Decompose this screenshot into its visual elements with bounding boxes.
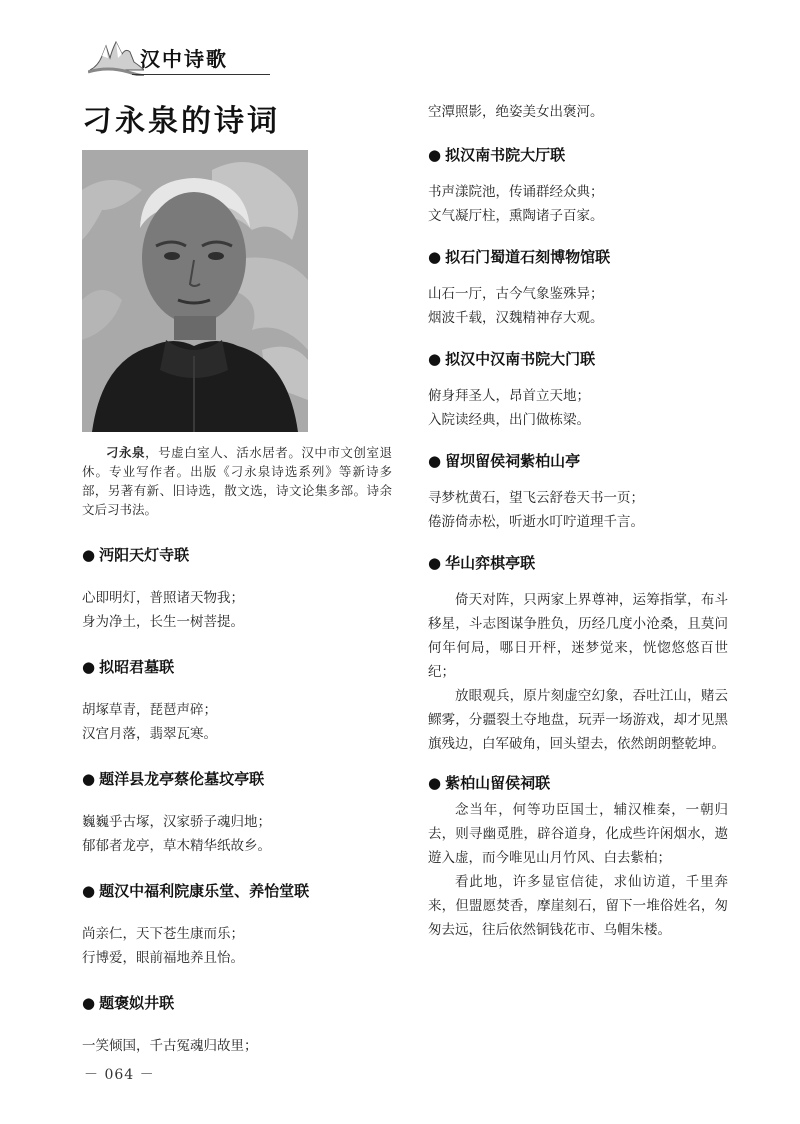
poem-section [82, 988, 402, 1058]
section-title [82, 988, 402, 1018]
couplet-line: 俯身拜圣人，昂首立天地； [428, 388, 590, 404]
couplet-line: 行博爱，眼前福地养且怡。 [82, 950, 244, 966]
poem-section [428, 344, 728, 432]
couplet-paragraph: 倚天对阵，只两家上界尊神，运筹指掌，布斗移星，斗志图谋争胜负，历经几度小沧桑，且莫问何年何局，哪日开枰，迷梦觉来，恍惚悠悠百世纪； [428, 592, 728, 680]
right-column [428, 100, 728, 942]
section-title [428, 242, 728, 272]
bullet-icon: ● [82, 994, 96, 1012]
couplet-line: 书声漾院池，传诵群经众典； [428, 184, 604, 200]
couplet-paragraph: 看此地，许多显宦信徒，求仙访道，千里奔来，但盟愿焚香，摩崖刻石，留下一堆俗姓名，匆匆去远，往后依然铜钱花市、乌帽朱楼。 [428, 874, 728, 938]
couplet-line: 入院读经典，出门做栋梁。 [428, 412, 590, 428]
bullet-icon: ● [82, 770, 96, 788]
couplet-paragraph: 念当年，何等功臣国士，辅汉椎秦，一朝归去，则寻幽觅胜，辟谷道身，化成些许闲烟水，遨遊入虚，而今唯见山月竹风、白去紫柏； [428, 802, 728, 866]
author-bio-text: ，号虚白室人、活水居者。汉中市文创室退休。专业写作者。出版《刁永泉诗选系列》等新诗多部，另著有新、旧诗选，散文选，诗文论集多部。诗余文后习书法。 [82, 445, 392, 517]
page-number: － 064 － [84, 1067, 155, 1083]
bullet-icon: ● [428, 554, 442, 572]
section-title [428, 140, 728, 170]
author-portrait [82, 150, 308, 432]
author-bio [82, 443, 392, 519]
section-title [82, 764, 402, 794]
section-title-text: 拟汉中汉南书院大门联 [445, 350, 596, 368]
couplet-line: 胡塚草青，琵琶声碎； [82, 702, 217, 718]
section-title-text: 拟石门蜀道石刻博物馆联 [445, 248, 611, 266]
bullet-icon: ● [428, 452, 442, 470]
section-title [82, 876, 402, 906]
section-title-text: 拟昭君墓联 [99, 658, 175, 676]
poem-section [428, 548, 728, 756]
poem-section [82, 652, 402, 746]
section-title-text: 拟汉南书院大厅联 [445, 146, 566, 164]
column-header [80, 30, 270, 80]
bullet-icon: ● [428, 350, 442, 368]
poem-section [82, 540, 402, 634]
couplet-line: 一笑倾国，千古冤魂归故里； [82, 1038, 258, 1054]
poem-section [428, 140, 728, 228]
page-title: 刁永泉的诗词 [82, 104, 280, 139]
couplet-line: 郁郁者龙亭，草木精华纸故乡。 [82, 838, 271, 854]
section-title-text: 留坝留侯祠紫柏山亭 [445, 452, 581, 470]
section-title [82, 652, 402, 682]
header-rule [132, 74, 270, 75]
couplet-line: 山石一厅，古今气象鉴殊异； [428, 286, 604, 302]
couplet-line: 巍巍乎古塚，汉家骄子魂归地； [82, 814, 271, 830]
section-title-text: 题褒姒井联 [99, 994, 175, 1012]
poem-section [428, 768, 728, 942]
section-title [428, 548, 728, 578]
section-title-text: 题洋县龙亭蔡伦墓坟亭联 [99, 770, 265, 788]
poem-section [428, 446, 728, 534]
bullet-icon: ● [428, 774, 442, 792]
couplet-line: 身为净土，长生一树菩提。 [82, 614, 244, 630]
mountain-logo-icon [88, 36, 144, 76]
column-name: 汉中诗歌 [140, 47, 228, 71]
couplet-line: 寻梦枕黄石，望飞云舒卷天书一页； [428, 490, 644, 506]
bullet-icon: ● [82, 546, 96, 564]
left-column [82, 540, 402, 1058]
section-title-text: 题汉中福利院康乐堂、养怡堂联 [99, 882, 310, 900]
couplet-line: 文气凝厅柱，熏陶诸子百家。 [428, 208, 604, 224]
section-title [428, 446, 728, 476]
couplet-line: 倦游倚赤松，听逝水叮咛道理千言。 [428, 514, 644, 530]
author-name: 刁永泉 [106, 445, 146, 460]
couplet-line: 烟波千载，汉魏精神存大观。 [428, 310, 604, 326]
section-title [428, 768, 728, 798]
couplet-line: 尚亲仁，天下苍生康而乐； [82, 926, 244, 942]
section-title-text: 华山弈棋亭联 [445, 554, 536, 572]
poem-section [428, 242, 728, 330]
section-title-text: 紫柏山留侯祠联 [445, 774, 551, 792]
couplet-line: 汉宫月落，翡翠瓦寒。 [82, 726, 217, 742]
bullet-icon: ● [82, 882, 96, 900]
bullet-icon: ● [428, 248, 442, 266]
bullet-icon: ● [428, 146, 442, 164]
poem-section [82, 764, 402, 858]
couplet-line: 心即明灯，普照诸天物我； [82, 590, 244, 606]
bullet-icon: ● [82, 658, 96, 676]
section-title-text: 沔阳天灯寺联 [99, 546, 190, 564]
poem-section [82, 876, 402, 970]
section-title [82, 540, 402, 570]
couplet-paragraph: 放眼观兵，原片刻虚空幻象，吞吐江山，赌云鳏雾，分疆裂土夺地盘，玩弄一场游戏，却才见黑旗残边，白军破角，回头望去，依然朗朗整乾坤。 [428, 688, 728, 752]
couplet-continuation: 空潭照影，绝姿美女出褒河。 [428, 104, 604, 120]
section-title [428, 344, 728, 374]
